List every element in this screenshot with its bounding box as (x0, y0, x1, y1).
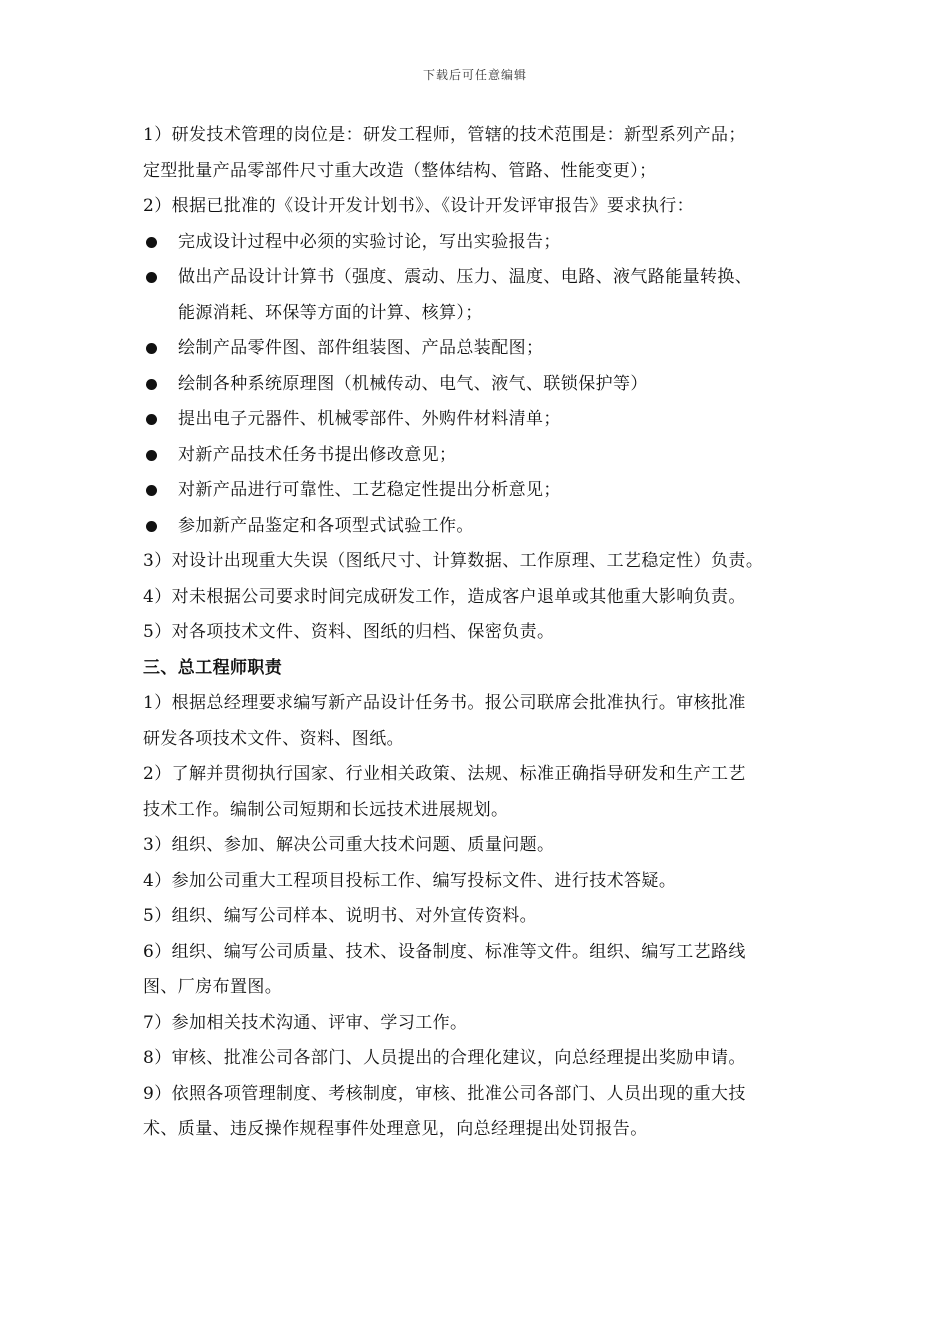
bullet-continuation: 能源消耗、环保等方面的计算、核算）； (178, 302, 483, 323)
paragraph-line: 2）根据已批准的《设计开发计划书》、《设计开发评审报告》要求执行： (143, 196, 695, 216)
paragraph-line: 2）了解并贯彻执行国家、行业相关政策、法规、标准正确指导研发和生产工艺 (143, 764, 746, 784)
bullet-text: 完成设计过程中必须的实验讨论，写出实验报告； (178, 231, 561, 252)
bullet-item (143, 225, 823, 261)
paragraph-line: 4）对未根据公司要求时间完成研发工作，造成客户退单或其他重大影响负责。 (143, 586, 746, 607)
bullet-item (143, 438, 823, 474)
bullet-item (143, 402, 823, 438)
header-note: 下载后可任意编辑 (422, 68, 527, 82)
bullet-dot-icon (146, 485, 157, 496)
bullet-dot-icon (146, 450, 157, 461)
paragraph-line: 图、厂房布置图。 (143, 977, 283, 997)
paragraph-line: 5）组织、编写公司样本、说明书、对外宣传资料。 (143, 906, 538, 926)
paragraph-line: 9）依照各项管理制度、考核制度，审核、批准公司各部门、人员出现的重大技 (143, 1083, 746, 1104)
document-body (143, 118, 823, 1148)
bullet-dot-icon (146, 521, 157, 532)
paragraph-line: 7）参加相关技术沟通、评审、学习工作。 (143, 1012, 468, 1033)
paragraph-line: 4）参加公司重大工程项目投标工作、编写投标文件、进行技术答疑。 (143, 870, 677, 891)
paragraph-line: 1）根据总经理要求编写新产品设计任务书。报公司联席会批准执行。审核批准 (143, 693, 746, 713)
bullet-item (143, 509, 823, 545)
paragraph-line: 5）对各项技术文件、资料、图纸的归档、保密负责。 (143, 622, 555, 642)
bullet-text: 绘制各种系统原理图（机械传动、电气、液气、联锁保护等） (178, 373, 648, 394)
paragraph-line: 术、质量、违反操作规程事件处理意见，向总经理提出处罚报告。 (143, 1119, 648, 1139)
paragraph-line: 研发各项技术文件、资料、图纸。 (143, 728, 404, 749)
bullet-item (143, 331, 823, 367)
paragraph-line: 3）组织、参加、解决公司重大技术问题、质量问题。 (143, 835, 555, 855)
paragraph-line: 定型批量产品零部件尺寸重大改造（整体结构、管路、性能变更）； (143, 160, 657, 181)
section-heading: 三、总工程师职责 (143, 657, 283, 678)
paragraph-line: 3）对设计出现重大失误（图纸尺寸、计算数据、工作原理、工艺稳定性）负责。 (143, 551, 764, 571)
bullet-item (143, 260, 823, 296)
bullet-item (143, 367, 823, 403)
bullet-dot-icon (146, 272, 157, 283)
bullet-text: 对新产品技术任务书提出修改意见； (178, 444, 457, 465)
paragraph-line: 6）组织、编写公司质量、技术、设备制度、标准等文件。组织、编写工艺路线 (143, 941, 746, 962)
bullet-dot-icon (146, 414, 157, 425)
bullet-text: 提出电子元器件、机械零部件、外购件材料清单； (178, 409, 561, 429)
paragraph-line: 技术工作。编制公司短期和长远技术进展规划。 (143, 799, 509, 820)
bullet-text: 做出产品设计计算书（强度、震动、压力、温度、电路、液气路能量转换、 (178, 267, 753, 287)
bullet-text: 参加新产品鉴定和各项型式试验工作。 (178, 515, 474, 536)
bullet-item (143, 473, 823, 509)
paragraph-line: 8）审核、批准公司各部门、人员提出的合理化建议，向总经理提出奖励申请。 (143, 1048, 746, 1068)
bullet-dot-icon (146, 343, 157, 354)
bullet-text: 绘制产品零件图、部件组装图、产品总装配图； (178, 338, 544, 358)
bullet-text: 对新产品进行可靠性、工艺稳定性提出分析意见； (178, 480, 561, 500)
bullet-dot-icon (146, 237, 157, 248)
bullet-dot-icon (146, 379, 157, 390)
paragraph-line: 1）研发技术管理的岗位是：研发工程师，管辖的技术范围是：新型系列产品； (143, 125, 746, 145)
